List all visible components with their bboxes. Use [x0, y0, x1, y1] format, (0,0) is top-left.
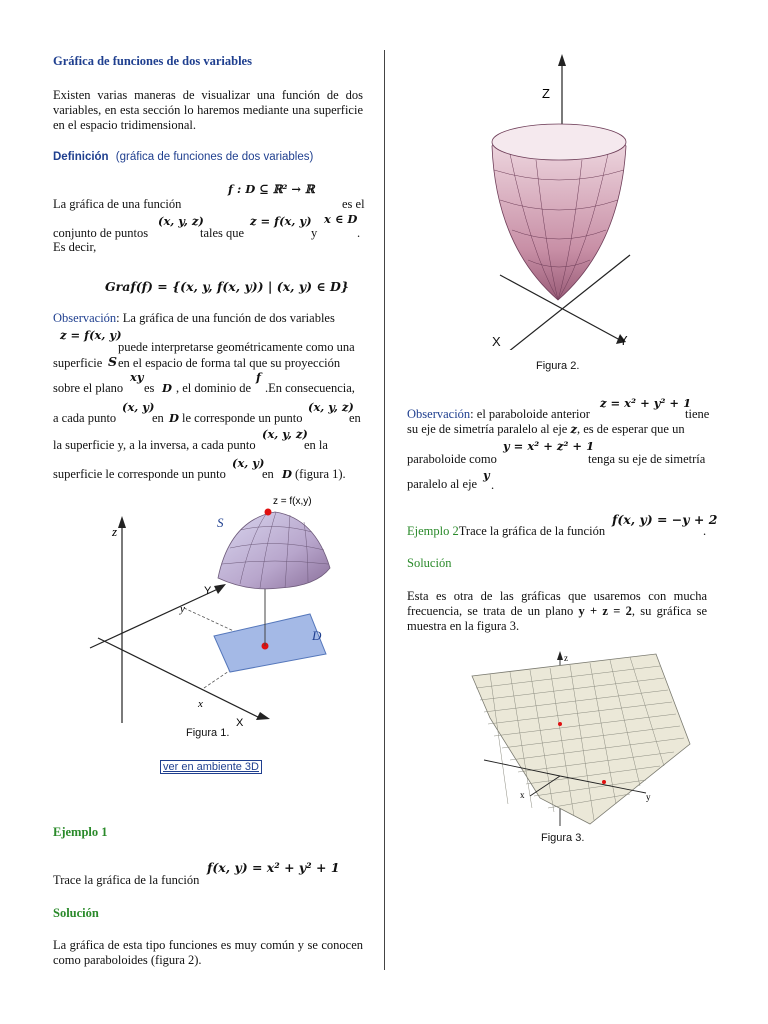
example-2-line: [407, 524, 605, 539]
def-text-3: conjunto de puntos: [53, 226, 149, 240]
domain-d-region: [214, 614, 326, 672]
fig2-label-y: Y: [619, 333, 628, 348]
example-1-text: Trace la gráfica de la función: [53, 873, 200, 887]
def-text-4: tales que: [200, 226, 245, 240]
example-2-label: Ejemplo 2: [407, 524, 459, 538]
definition-heading: [53, 151, 363, 163]
obs2-text-3a: su eje de simetría paralelo al eje: [407, 422, 568, 436]
solution-2-text-a: Esta es otra de las gráficas que usaremos con mucha frecuencia, se trata de un plano: [407, 589, 707, 618]
fig1-label-x-upper: X: [236, 717, 244, 729]
observation-label: Observación: [53, 311, 117, 325]
example-1-label: Ejemplo 1: [53, 825, 108, 839]
def-text-1: La gráfica de una función: [53, 197, 182, 211]
obs-text-12: en: [349, 411, 361, 425]
def-text-2: es el: [342, 197, 365, 211]
obs-xy3-math: (x, y): [232, 456, 265, 470]
surface-s: [218, 512, 330, 589]
obs-text: : La gráfica de una función de dos variables: [116, 311, 335, 325]
fig2-label-z: Z: [542, 86, 550, 101]
intro-paragraph: Existen varias maneras de visualizar una función de dos variables, en esta sección lo haremos mediante una superficie en el espacio tridimensional.: [53, 88, 363, 132]
z-equals-f-math: z = f(x, y): [250, 214, 312, 228]
obs-text-7: , el dominio de: [176, 381, 251, 395]
definition-label: Definición: [53, 151, 109, 163]
figure-1-surface-diagram: [80, 488, 370, 748]
y-axis-arrow: [214, 584, 226, 594]
figure-2-paraboloid: [480, 50, 660, 350]
obs2-y-math: y: [483, 468, 490, 482]
observation-2-label: Observación: [407, 407, 471, 421]
view-3d-link-wrap: [160, 759, 262, 774]
figure-1-caption: Figura 1.: [186, 727, 230, 739]
example-2-end: .: [703, 524, 707, 538]
obs2-text-6: tenga su eje de simetría: [588, 452, 706, 466]
obs-f-math: f: [256, 370, 261, 384]
obs2-text-2: tiene: [685, 407, 710, 421]
z-intercept-point: [558, 722, 562, 726]
def-text-5: y: [311, 226, 318, 240]
point-xyz-math: (x, y, z): [158, 214, 204, 228]
obs-s-math: S: [108, 354, 118, 369]
obs2-z-math: z: [570, 422, 577, 436]
figure-2-caption: Figura 2.: [536, 360, 580, 372]
z-axis-arrow: [558, 54, 566, 66]
obs-text-13: la superficie y, a la inversa, a cada punto: [53, 438, 256, 452]
figure-3-plane: [470, 648, 700, 828]
x-axis-arrow: [256, 712, 270, 720]
view-3d-link[interactable]: ver en ambiente 3D: [160, 760, 262, 774]
plane-equation: y + z = 2: [578, 604, 632, 618]
obs-text-5: sobre el plano: [53, 381, 124, 395]
figure-3-caption: Figura 3.: [541, 832, 585, 844]
obs2-text: : el paraboloide anterior: [470, 407, 590, 421]
obs2-text-5: paraboloide como: [407, 452, 497, 466]
obs2-line-1: [407, 407, 590, 422]
fig1-label-zf: z = f(x,y): [273, 496, 312, 507]
obs-text-4: en el espacio de forma tal que su proyección: [118, 356, 341, 370]
obs-text-14: en la: [304, 438, 328, 452]
surface-point: [265, 509, 272, 516]
fig3-label-x: x: [520, 790, 525, 800]
obs-text-17: (figura 1).: [295, 467, 346, 481]
obs2-text-3: [407, 422, 685, 437]
fig3-label-y: y: [646, 792, 651, 802]
z-axis-arrow: [118, 516, 126, 528]
fig1-label-s: S: [217, 515, 224, 530]
obs-text-15: superficie le corresponde un punto: [53, 467, 226, 481]
obs2-paraboloid-math: z = x² + y² + 1: [600, 396, 692, 410]
fig1-label-d: D: [312, 628, 322, 643]
example-2-function-math: f(x, y) = −y + 2: [612, 512, 718, 527]
obs-xyz2-math: (x, y, z): [262, 427, 308, 441]
fig1-label-z: z: [112, 524, 118, 539]
function-domain-math: f : D ⊆ ℝ² → ℝ: [228, 182, 315, 196]
obs-text-3: superficie: [53, 356, 103, 370]
obs-z-equals-f-math: z = f(x, y): [60, 328, 122, 342]
fig2-label-x: X: [492, 334, 501, 349]
obs-line-1: [53, 311, 335, 326]
fig1-label-y-upper: Y: [204, 585, 212, 597]
solution-2-text-b: , su gráfica se muestra en la figura 3.: [407, 604, 708, 633]
obs-xyz-math: (x, y, z): [308, 400, 354, 414]
y-axis: [90, 588, 220, 648]
solution-1-text: La gráfica de esta tipo funciones es muy común y se conocen como paraboloides (figura 2).: [53, 938, 363, 967]
obs2-text-4: , es de esperar que un: [577, 422, 685, 436]
obs-text-9: a cada punto: [53, 411, 117, 425]
obs2-text-7: paralelo al eje: [407, 477, 478, 491]
plane-surface: [472, 654, 690, 824]
obs-xy2-math: (x, y): [122, 400, 155, 414]
column-divider: [384, 50, 385, 970]
z-axis-arrow: [557, 651, 563, 660]
graph-definition-formula: Graf(f) = {(x, y, f(x, y)) | (x, y) ∈ D}: [105, 279, 349, 294]
obs-d3-math: D: [282, 467, 292, 481]
section-title: Gráfica de funciones de dos variables: [53, 54, 252, 68]
def-text-6: .: [357, 226, 361, 240]
example-1-function-math: f(x, y) = x² + y² + 1: [207, 860, 340, 875]
def-text-7: Es decir,: [53, 240, 97, 254]
obs-text-11: le corresponde un punto: [182, 411, 303, 425]
obs2-text-8: .: [491, 478, 495, 492]
obs-text-6: es: [144, 381, 155, 395]
solution-2-label: Solución: [407, 556, 452, 570]
y-intercept-point: [602, 780, 606, 784]
paraboloid-rim: [492, 124, 626, 160]
example-2-text: Trace la gráfica de la función: [458, 524, 606, 538]
obs-xy-math: xy: [130, 370, 144, 384]
fig3-label-z: z: [564, 653, 568, 663]
obs-text-8: .En consecuencia,: [265, 381, 355, 395]
solution-1-label: Solución: [53, 906, 99, 920]
obs-d-math: D: [162, 381, 172, 395]
fig1-label-y: y: [180, 603, 185, 615]
fig1-label-x: x: [198, 698, 203, 710]
x-in-d-math: x ∈ D: [324, 212, 358, 226]
obs-d2-math: D: [169, 411, 179, 425]
obs-text-2: puede interpretarse geométricamente como una: [118, 340, 355, 354]
solution-2-text: [407, 589, 707, 634]
definition-subtitle: (gráfica de funciones de dos variables): [115, 151, 314, 163]
obs-text-10: en: [152, 411, 164, 425]
obs-text-16: en: [262, 467, 274, 481]
obs2-y-paraboloid-math: y = x² + z² + 1: [503, 439, 595, 453]
